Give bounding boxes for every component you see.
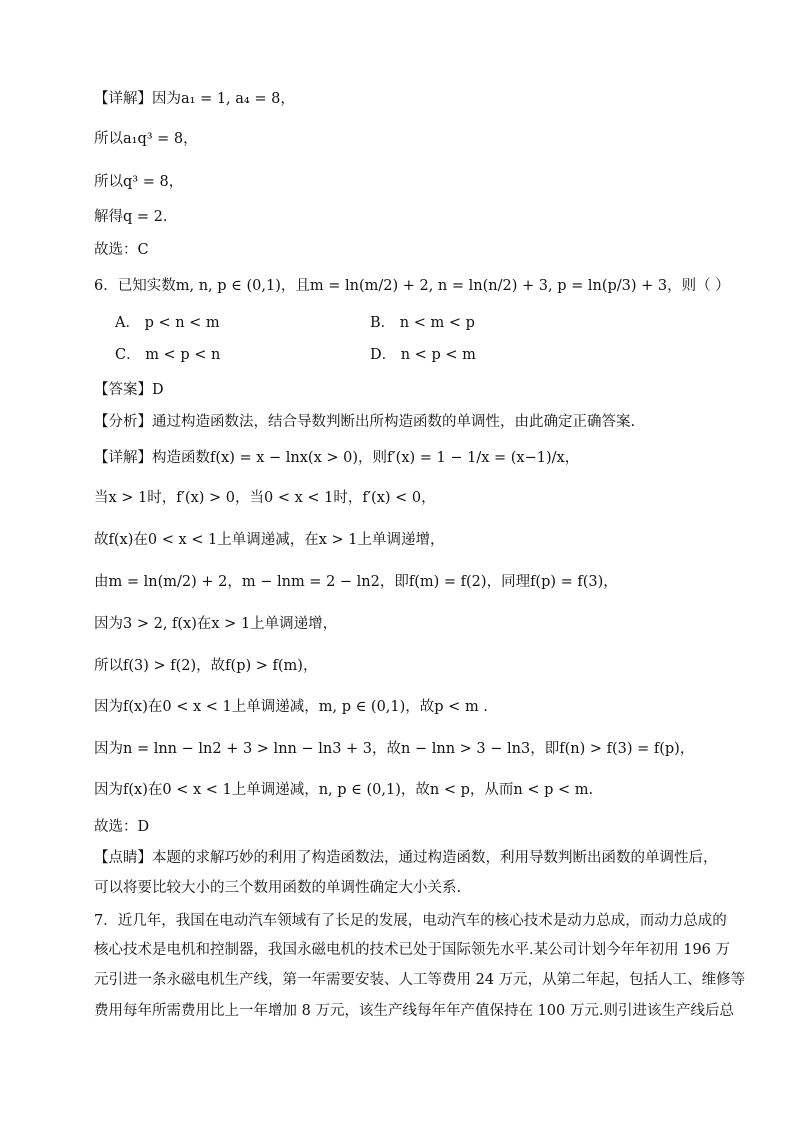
remark-line-2: 可以将要比较大小的三个数用函数的单调性确定大小关系. — [94, 880, 462, 896]
detail-q6-line-2: 当x > 1时，f′(x) > 0，当0 < x < 1时，f′(x) < 0， — [94, 490, 436, 506]
detail-line-4: 解得q = 2. — [94, 209, 168, 225]
question-7-line-1: 7．近几年，我国在电动汽车领域有了长足的发展，电动汽车的核心技术是动力总成，而动力总成的 — [94, 913, 727, 929]
detail-line-3: 所以q³ = 8， — [94, 174, 184, 190]
question-7-line-4: 费用每年所需费用比上一年增加 8 万元，该生产线每年年产值保持在 100 万元.则引进该生产线后总 — [94, 1003, 734, 1019]
option-a: A． p < n < m — [115, 315, 220, 331]
detail-q6-line-3: 故f(x)在0 < x < 1上单调递减，在x > 1上单调递增， — [94, 532, 445, 548]
choice-line-q6: 故选：D — [94, 819, 150, 835]
question-7-line-3: 元引进一条永磁电机生产线，第一年需要安装、人工等费用 24 万元，从第二年起，包括人工、维修等 — [94, 972, 746, 988]
detail-q6-line-1: 【详解】构造函数f(x) = x − lnx(x > 0)，则f′(x) = 1 − 1/x = (x−1)/x， — [94, 450, 580, 466]
detail-q6-line-7: 因为f(x)在0 < x < 1上单调递减，m, p ∈ (0,1)，故p < m . — [94, 699, 488, 715]
detail-q6-line-8: 因为n = lnn − ln2 + 3 > lnn − ln3 + 3，故n − lnn > 3 − ln3，即f(n) > f(3) = f(p)， — [94, 741, 695, 757]
detail-line-2: 所以a₁q³ = 8， — [94, 131, 198, 147]
detail-q6-line-5: 因为3 > 2, f(x)在x > 1上单调递增， — [94, 616, 338, 632]
analysis-line: 【分析】通过构造函数法，结合导数判断出所构造函数的单调性，由此确定正确答案. — [94, 414, 636, 430]
detail-q6-line-9: 因为f(x)在0 < x < 1上单调递减，n, p ∈ (0,1)，故n < p，从而n < p < m. — [94, 782, 594, 798]
option-d: D． n < p < m — [370, 347, 476, 363]
choice-line-q5: 故选：C — [94, 242, 149, 258]
detail-q6-line-6: 所以f(3) > f(2)，故f(p) > f(m)， — [94, 658, 318, 674]
option-b: B． n < m < p — [370, 315, 475, 331]
remark-line-1: 【点睛】本题的求解巧妙的利用了构造函数法，通过构造函数，利用导数判断出函数的单调性后， — [94, 850, 718, 866]
question-7-line-2: 核心技术是电机和控制器，我国永磁电机的技术已处于国际领先水平.某公司计划今年年初用 196 万 — [94, 942, 730, 958]
detail-q6-line-4: 由m = ln(m/2) + 2，m − lnm = 2 − ln2，即f(m) = f(2)，同理f(p) = f(3)， — [94, 574, 618, 590]
answer-line: 【答案】D — [94, 382, 164, 398]
question-6: 6．已知实数m, n, p ∈ (0,1)，且m = ln(m/2) + 2, n = ln(n/2) + 3, p = ln(p/3) + 3，则（ ） — [94, 278, 730, 294]
option-c: C． m < p < n — [115, 347, 221, 363]
detail-line-1: 【详解】因为a₁ = 1, a₄ = 8， — [94, 91, 295, 107]
